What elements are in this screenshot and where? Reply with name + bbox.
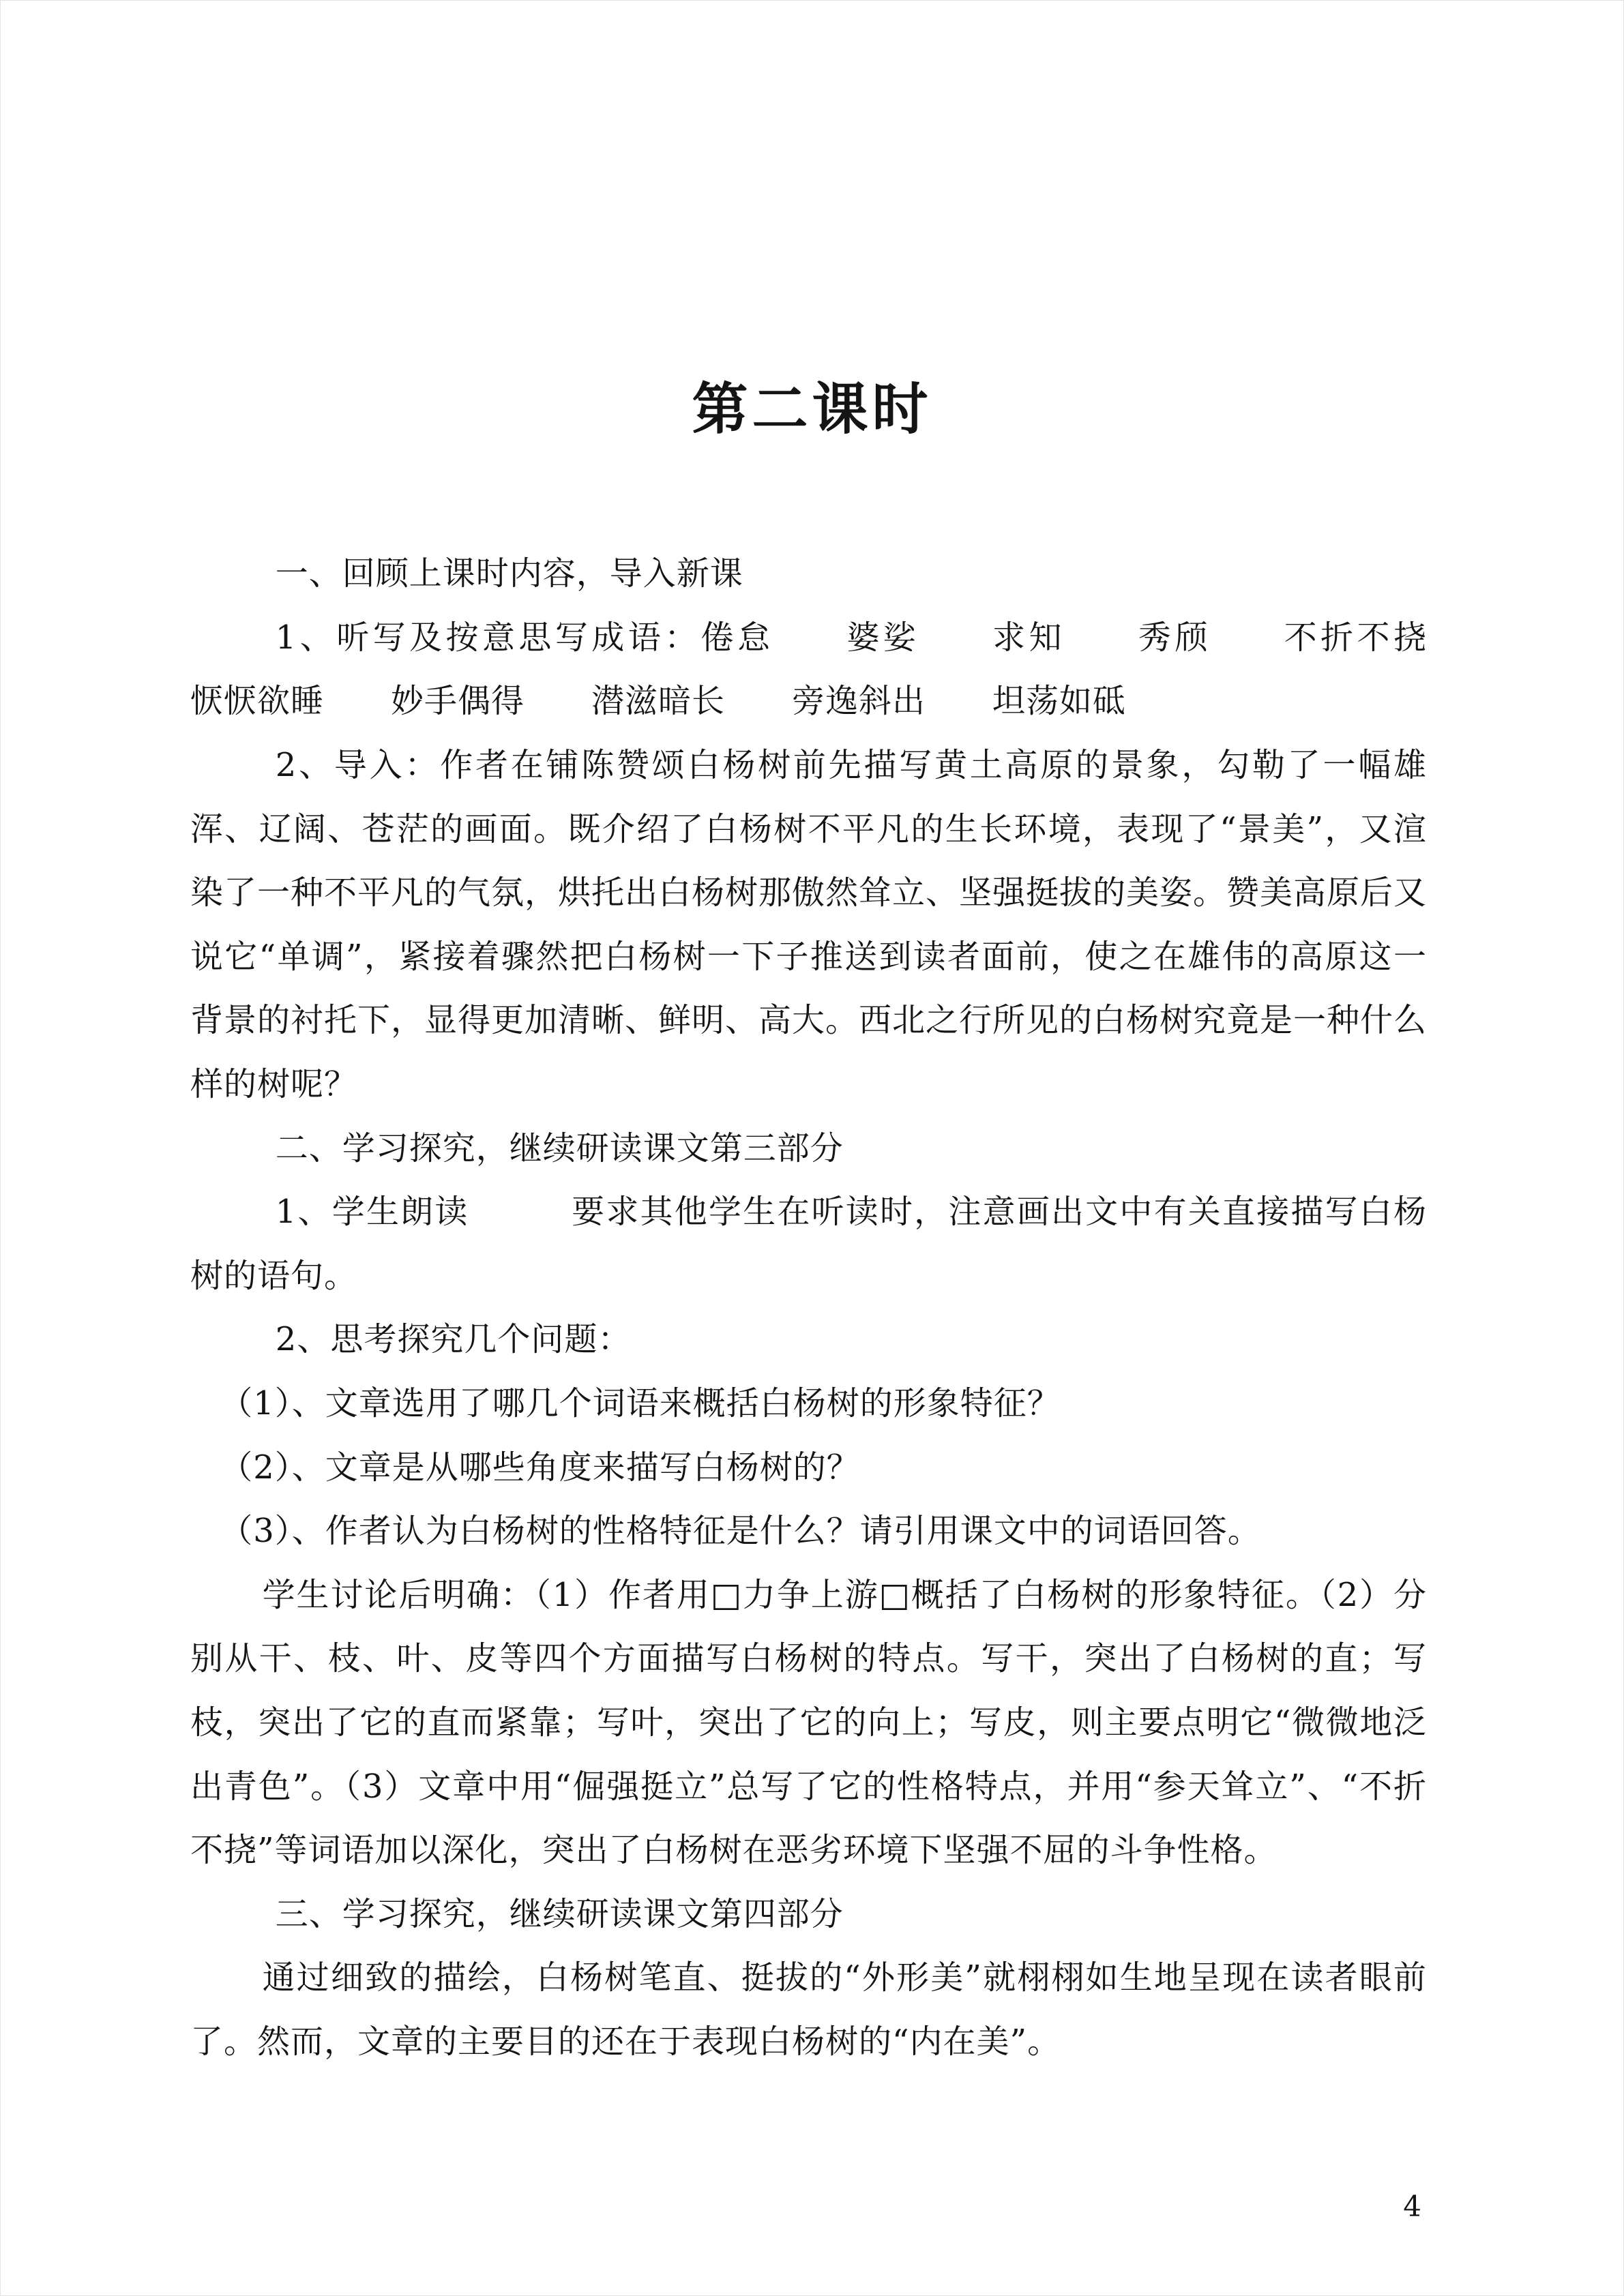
- closing-paragraph: 通过细致的描绘，白杨树笔直、挺拔的“外形美”就栩栩如生地呈现在读者眼前了。然而，文章的主要目的还在于表现白杨树的“内在美”。: [190, 1958, 1427, 2061]
- question-2: （2）、文章是从哪些角度来描写白杨树的？: [220, 1448, 860, 1487]
- think-questions-heading: 2、思考探究几个问题：: [275, 1320, 632, 1359]
- question-3: （3）、作者认为白杨树的性格特征是什么？请引用课文中的词语回答。: [220, 1512, 1261, 1551]
- question-1: （1）、文章选用了哪几个词语来概括白杨树的形象特征？: [220, 1384, 1061, 1423]
- page-title: 第二课时: [692, 376, 932, 442]
- student-reading-instruction: 1、学生朗读 要求其他学生在听读时，注意画出文中有关直接描写白杨树的语句。: [190, 1193, 1427, 1295]
- section-3-heading: 三、学习探究，继续研读课文第四部分: [275, 1894, 844, 1933]
- dictation-idioms-text: 1、听写及按意思写成语：倦怠 婆娑 求知 秀颀 不折不挠 恹恹欲睡 妙手偶得 潜滋暗长 旁逸斜出 坦荡如砥: [190, 618, 1494, 721]
- section-2-heading: 二、学习探究，继续研读课文第三部分: [275, 1129, 844, 1167]
- section-1-heading: 一、回顾上课时内容，导入新课: [275, 554, 743, 593]
- document-body: [190, 542, 1494, 2074]
- lead-in-paragraph: 2、导入：作者在铺陈赞颂白杨树前先描写黄土高原的景象，勾勒了一幅雄浑、辽阔、苍茫的画面。既介绍了白杨树不平凡的生长环境，表现了“景美”，又渲染了一种不平凡的气氛，烘托出白杨树那傲然耸立、坚强挺拔的美姿。赞美高原后又说它“单调”，紧接着骤然把白杨树一下子推送到读者面前，使之在雄伟的高原这一背景的衬托下，显得更加清晰、鲜明、高大。西北之行所见的白杨树究竟是一种什么样的树呢？: [190, 746, 1428, 1104]
- page-number: 4: [1403, 2190, 1421, 2223]
- discussion-summary: 学生讨论后明确：（1）作者用□力争上游□概括了白杨树的形象特征。（2）分别从干、枝、叶、皮等四个方面描写白杨树的特点。写干，突出了白杨树的直；写枝，突出了它的直而紧靠；写叶，突出了它的向上；写皮，则主要点明它“微微地泛出青色”。（3）文章中用“倔强挺立”总写了它的性格特点，并用“参天耸立”、“不折不挠”等词语加以深化，突出了白杨树在恶劣环境下坚强不屈的斗争性格。: [190, 1575, 1427, 1870]
